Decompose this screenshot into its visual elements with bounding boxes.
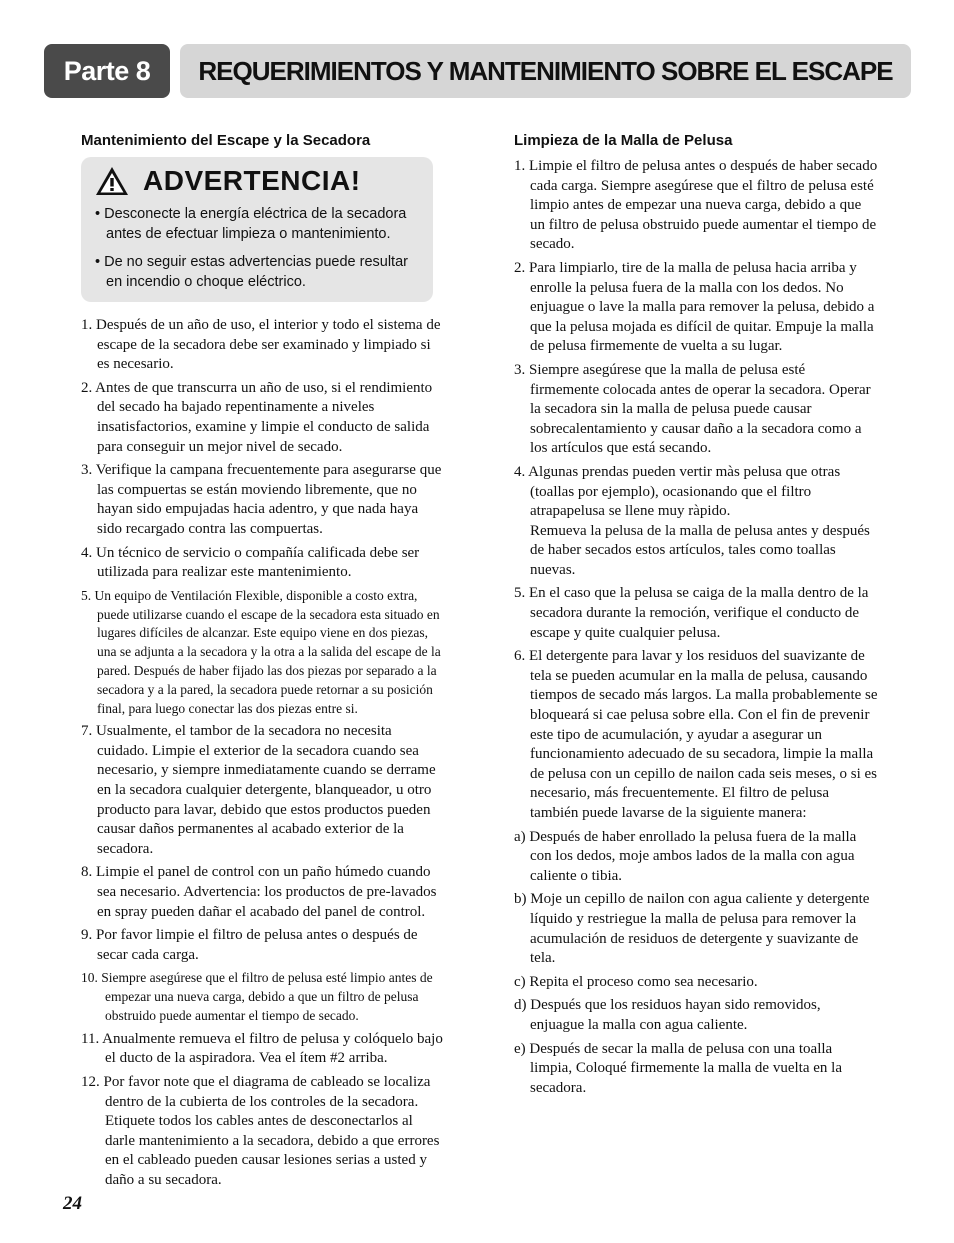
list-item: 11. Anualmente remueva el filtro de pelusa y colóquelo bajo el ducto de la aspiradora. Vea el ítem #2 arriba.	[81, 1030, 443, 1067]
warning-bullet: • De no seguir estas advertencias puede resultar en incendio o choque eléctrico.	[95, 254, 408, 290]
list-item: 12. Por favor note que el diagrama de cableado se localiza dentro de la cubierta de los controles de la secadora. Etiquete todos los cables antes de desconectarlos al darle mantenimiento a la secadora, debido a que errores en el cableado pueden causar lesiones serias a usted y daño a su secadora.	[81, 1074, 440, 1188]
right-items-list	[514, 157, 878, 1098]
list-item: 9. Por favor limpie el filtro de pelusa antes o después de secar cada carga.	[81, 927, 418, 963]
list-item: 4. Algunas prendas pueden vertir màs pelusa que otras (toallas por ejemplo), ocasionando que el filtro atrapapelusa se llene muy ràpido. Remueva la pelusa de la malla de pelusa antes y después de haber secados estos artículos, tales como toallas nuevas.	[514, 463, 870, 578]
list-item: b) Moje un cepillo de nailon con agua caliente y detergente líquido y restriegue la malla de pelusa para remover la acumulación de residuos de detergente y suavizante de tela.	[514, 891, 870, 967]
list-item: a) Después de haber enrollado la pelusa fuera de la malla con los dedos, moje ambos lados de la malla con agua caliente o tibia.	[514, 828, 857, 884]
warning-triangle-icon	[95, 166, 129, 196]
left-heading: Mantenimiento del Escape y la Secadora	[81, 132, 371, 149]
warning-list	[95, 205, 423, 292]
list-item: 8. Limpie el panel de control con un paño húmedo cuando sea necesario. Advertencia: los productos de pre-lavados en spray pueden dañar el acabado del panel de control.	[81, 864, 437, 920]
warning-header	[95, 165, 423, 197]
list-item: 1. Después de un año de uso, el interior y todo el sistema de escape de la secadora debe ser examinado y limpiado si es necesario.	[81, 317, 441, 373]
right-heading: Limpieza de la Malla de Pelusa	[514, 132, 733, 149]
list-item: 3. Verifique la campana frecuentemente para asegurarse que las compuertas se están moviendo libremente, que no hayan sido empujadas hacia adentro, y que nada haya sido recargado contra las compuertas.	[81, 462, 442, 537]
left-column	[81, 131, 443, 1195]
list-item: 2. Antes de que transcurra un año de uso, si el rendimiento del secado ha bajado repentinamente a niveles insatisfactorios, examine y limpie el conducto de salida para conseguir un mejor nivel de secado.	[81, 379, 433, 455]
list-item: 10. Siempre asegúrese que el filtro de pelusa esté limpio antes de empezar una nueva carga, debido a que un filtro de pelusa obstruido puede aumentar el tiempo de secado.	[81, 970, 433, 1024]
warning-box	[81, 157, 433, 302]
list-item: 3. Siempre asegúrese que la malla de pelusa esté firmemente colocada antes de operar la secadora. Operar la secadora sin la malla de pelusa puede causar sobrecalentamiento y causar daño a la secadora como a los artículos que está secando.	[514, 361, 871, 457]
page-number: 24	[63, 1193, 82, 1214]
left-items-list	[81, 316, 443, 1191]
warning-title: ADVERTENCIA!	[143, 165, 361, 196]
list-item: e) Después de secar la malla de pelusa con una toalla limpia, Coloqué firmemente la malla de vuelta en la secadora.	[514, 1040, 842, 1096]
part-label: Parte 8	[44, 44, 170, 98]
list-item: 6. El detergente para lavar y los residuos del suavizante de tela se pueden acumular en la malla de pelusa, causando tiempos de secado más largos. La malla probablemente se bloqueará si cae pelusa sobre ella. Con el fin de prevenir este tipo de acumulación, y ayudar a asegurar un funcionamiento adecuado de su secadora, limpie la malla de pelusa con un cepillo de nailon cada seis meses, o si es necesario, más frecuentemente. El filtro de pelusa también puede lavarse de la siguiente manera:	[514, 648, 878, 821]
list-item: 7. Usualmente, el tambor de la secadora no necesita cuidado. Limpie el exterior de la secadora cuando sea necesario, y siempre inmediatamente cuando se derrame en la secadora cualquier detergente, blanqueador, u otro producto para lavar, debido que estos productos pueden causar daños permanentes al acabado exterior de la secadora.	[81, 723, 436, 857]
list-item: 2. Para limpiarlo, tire de la malla de pelusa hacia arriba y enrolle la pelusa fuera de la malla con los dedos. No enjuague o lave la malla para remover la pelusa, debido a que la pelusa mojada es difícil de quitar. Empuje la malla de pelusa firmemente de vuelta a su lugar.	[514, 259, 875, 355]
list-item: c) Repita el proceso como sea necesario.	[514, 973, 758, 990]
list-item: d) Después que los residuos hayan sido removidos, enjuague la malla con agua caliente.	[514, 997, 821, 1033]
list-item: 4. Un técnico de servicio o compañía calificada debe ser utilizada para realizar este mantenimiento.	[81, 544, 420, 581]
warning-bullet: • Desconecte la energía eléctrica de la secadora antes de efectuar limpieza o mantenimiento.	[95, 206, 407, 242]
right-column	[514, 131, 878, 1102]
list-item: 5. Un equipo de Ventilación Flexible, disponible a costo extra, puede utilizarse cuando el escape de la secadora esta situado en lugares difíciles de alcanzar. Este equipo viene en dos piezas, una se adjunta a la secadora y la otra a la salida del escape de la pared. Después de haber fijado las dos piezas por separado a la secadora y a la pared, la secadora puede retornar a su posición final, para luego conectar las dos piezas entre si.	[81, 587, 441, 716]
list-item: 5. En el caso que la pelusa se caiga de la malla dentro de la secadora durante la remoción, verifique el conducto de escape y quite cualquier pelusa.	[514, 585, 869, 641]
page-title: REQUERIMIENTOS Y MANTENIMIENTO SOBRE EL ESCAPE	[180, 44, 911, 98]
list-item: 1. Limpie el filtro de pelusa antes o después de haber secado cada carga. Siempre asegúrese que el filtro de pelusa esté limpio antes de empezar una nueva carga, debido a que un filtro de pelusa obstruido puede aumentar el tiempo de secado.	[514, 158, 878, 253]
